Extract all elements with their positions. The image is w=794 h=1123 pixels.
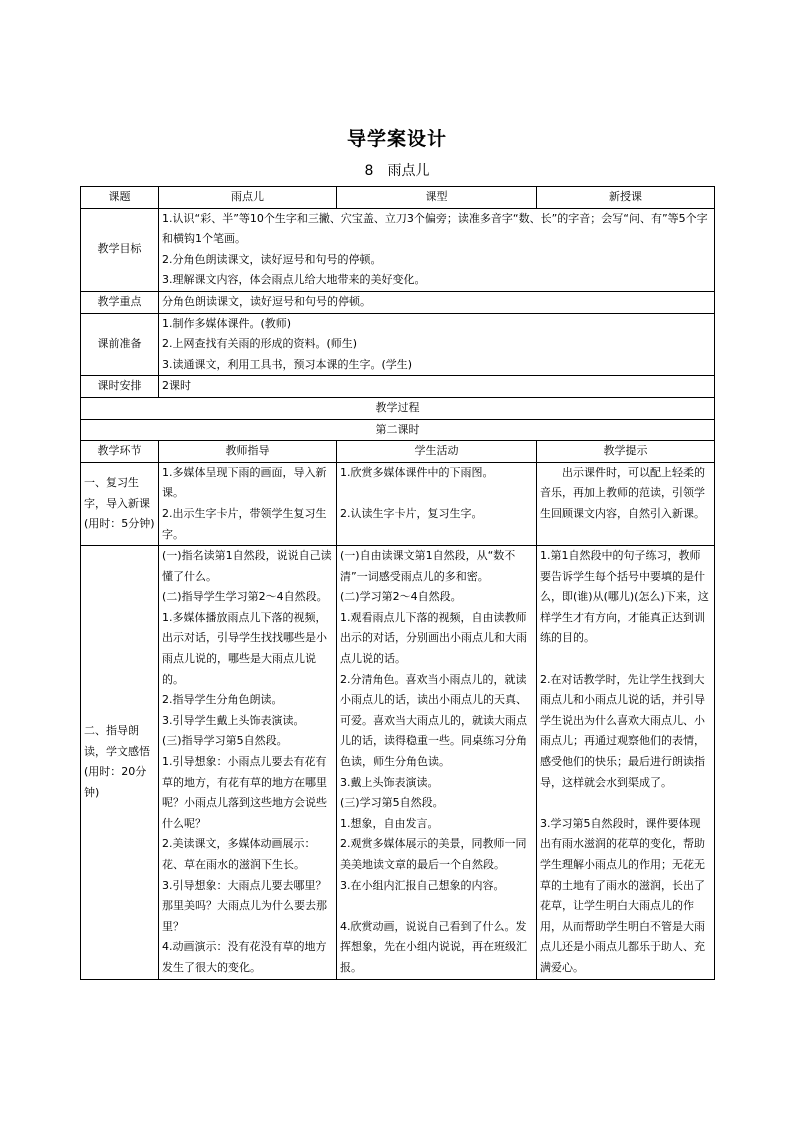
- lesson-name: 雨点儿: [387, 163, 430, 179]
- column-header-stage: 教学环节: [81, 441, 159, 463]
- teacher-step: 3.引导想象：大雨点儿要去哪里？那里美吗？大雨点儿为什么要去那里？: [162, 878, 327, 933]
- teacher-step: 4.动画演示：没有花没有草的地方发生了很大的变化。: [162, 940, 327, 974]
- tip-text: 1.第1自然段中的句子练习，教师要告诉学生每个括号中要填的是什么，即(谁)从(哪儿)(怎么)下来，这样学生才有方向，才能真正达到训练的目的。: [540, 549, 709, 645]
- focus-row: [81, 291, 715, 313]
- tip-text: 2.在对话教学时，先让学生找到大雨点儿和小雨点儿说的话，并引导学生说出为什么喜欢大雨点儿、小雨点儿；再通过观察他们的表情，感受他们的快乐；最后进行朗读指导，这样就会水到渠成了。: [540, 672, 705, 789]
- prep-item: 2.上网查找有关雨的形成的资料。(师生): [162, 337, 358, 351]
- teacher-step: 3.引导学生戴上头饰表演读。: [162, 713, 305, 727]
- teacher-step: (三)指导学习第5自然段。: [162, 734, 288, 748]
- student-step: 1.欣赏多媒体课件中的下雨图。: [340, 465, 494, 479]
- lesson-number: 8: [364, 163, 374, 179]
- section2-teacher: [159, 546, 337, 979]
- schedule-row: [81, 376, 715, 398]
- student-step: (二)学习第2～4自然段。: [340, 590, 462, 604]
- page-title: 导学案设计: [346, 128, 447, 150]
- student-step: 1.想象，自由发言。: [340, 816, 439, 830]
- student-step: 3.戴上头饰表演读。: [340, 775, 439, 789]
- student-step: 4.欣赏动画，说说自己看到了什么。发挥想象，先在小组内说说，再在班级汇报。: [340, 919, 527, 974]
- teacher-step: 1.引导想象：小雨点儿要去有花有草的地方，有花有草的地方在哪里呢？小雨点儿落到这些地方会说些什么呢？: [162, 755, 327, 830]
- goals-content: [159, 208, 715, 291]
- process-title: 教学过程: [81, 397, 715, 419]
- section2-stage: 二、指导朗读，学文感悟(用时：20分钟): [81, 546, 159, 979]
- section2-row: [81, 546, 715, 979]
- type-label: 课型: [337, 187, 537, 209]
- student-step: 2.观赏多媒体展示的美景，同教师一同美美地读文章的最后一个自然段。: [340, 837, 527, 871]
- student-step: (一)自由读课文第1自然段，从“数不清”一词感受雨点儿的多和密。: [340, 549, 516, 583]
- teacher-step: 2.美读课文，多媒体动画展示：花、草在雨水的滋润下生长。: [162, 837, 316, 871]
- focus-content: 分角色朗读课文，读好逗号和句号的停顿。: [159, 291, 715, 313]
- goals-label: 教学目标: [81, 208, 159, 291]
- student-step: 2.认读生字卡片，复习生字。: [340, 506, 483, 520]
- spacer: [540, 649, 711, 670]
- student-step: 2.分清角色。喜欢当小雨点儿的，就读小雨点儿的话，读出小雨点儿的天真、可爱。喜欢当大雨点儿的，就读大雨点儿的话，读得稳重一些。同桌练习分角色读，师生分角色读。: [340, 672, 527, 769]
- goals-row: [81, 208, 715, 291]
- focus-label: 教学重点: [81, 291, 159, 313]
- section1-row: [81, 462, 715, 545]
- teacher-step: 2.出示生字卡片，带领学生复习生字。: [162, 506, 327, 541]
- session-title-row: [81, 419, 715, 441]
- session-title: 第二课时: [81, 419, 715, 441]
- section1-tips: [537, 462, 715, 545]
- tip-text: 出示课件时，可以配上轻柔的音乐，再加上教师的范读，引领学生回顾课文内容，自然引入新课。: [540, 465, 705, 520]
- spacer: [540, 793, 711, 814]
- column-header-teacher: 教师指导: [159, 441, 337, 463]
- section2-tips: [537, 546, 715, 979]
- teacher-step: (一)指名读第1自然段，说说自己读懂了什么。: [162, 549, 332, 583]
- section1-stage: 一、复习生字，导入新课(用时：5分钟): [81, 462, 159, 545]
- prep-label: 课前准备: [81, 313, 159, 376]
- schedule-label: 课时安排: [81, 376, 159, 398]
- teacher-step: (二)指导学生学习第2～4自然段。: [162, 590, 328, 604]
- teacher-step: 2.指导学生分角色朗读。: [162, 693, 283, 707]
- section2-student: [337, 546, 537, 979]
- student-step: 3.在小组内汇报自己想象的内容。: [340, 878, 505, 892]
- column-header-row: [81, 441, 715, 463]
- topic-label: 课题: [81, 187, 159, 209]
- goal-item: 1.认识“彩、半”等10个生字和三撇、穴宝盖、立刀3个偏旁；读准多音字“数、长”的字音；会写“问、有”等5个字和横钩1个笔画。: [162, 211, 708, 246]
- type-value: 新授课: [537, 187, 715, 209]
- prep-item: 1.制作多媒体课件。(教师): [162, 316, 292, 330]
- tip-text: 3.学习第5自然段时，课件要体现出有雨水滋润的花草的变化，帮助学生理解小雨点儿的作用；无花无草的土地有了雨水的滋润，长出了花草，让学生明白大雨点儿的作用，从而帮助学生明白不管是大雨点儿还是小雨点儿都乐于助人、充满爱心。: [540, 816, 705, 974]
- student-step: 1.观看雨点儿下落的视频，自由读教师出示的对话，分别画出小雨点儿和大雨点儿说的话。: [340, 610, 527, 666]
- section1-teacher: [159, 462, 337, 545]
- column-header-student: 学生活动: [337, 441, 537, 463]
- goal-item: 2.分角色朗读课文，读好逗号和句号的停顿。: [162, 252, 382, 266]
- prep-item: 3.读通课文，利用工具书，预习本课的生字。(学生): [162, 357, 413, 371]
- teacher-step: 1.多媒体呈现下雨的画面，导入新课。: [162, 465, 327, 500]
- student-step: (三)学习第5自然段。: [340, 796, 444, 810]
- spacer: [340, 483, 533, 504]
- topic-row: [81, 187, 715, 209]
- topic-value: 雨点儿: [159, 187, 337, 209]
- process-title-row: [81, 397, 715, 419]
- prep-row: [81, 313, 715, 376]
- lesson-subtitle: [0, 160, 794, 180]
- column-header-tips: 教学提示: [537, 441, 715, 463]
- section1-student: [337, 462, 537, 545]
- teacher-step: 1.多媒体播放雨点儿下落的视频，出示对话，引导学生找找哪些是小雨点儿说的，哪些是大雨点儿说的。: [162, 610, 327, 686]
- lesson-plan-table: [80, 186, 715, 980]
- prep-content: [159, 313, 715, 376]
- goal-item: 3.理解课文内容，体会雨点儿给大地带来的美好变化。: [162, 273, 426, 287]
- spacer: [340, 896, 533, 917]
- schedule-value: 2课时: [159, 376, 715, 398]
